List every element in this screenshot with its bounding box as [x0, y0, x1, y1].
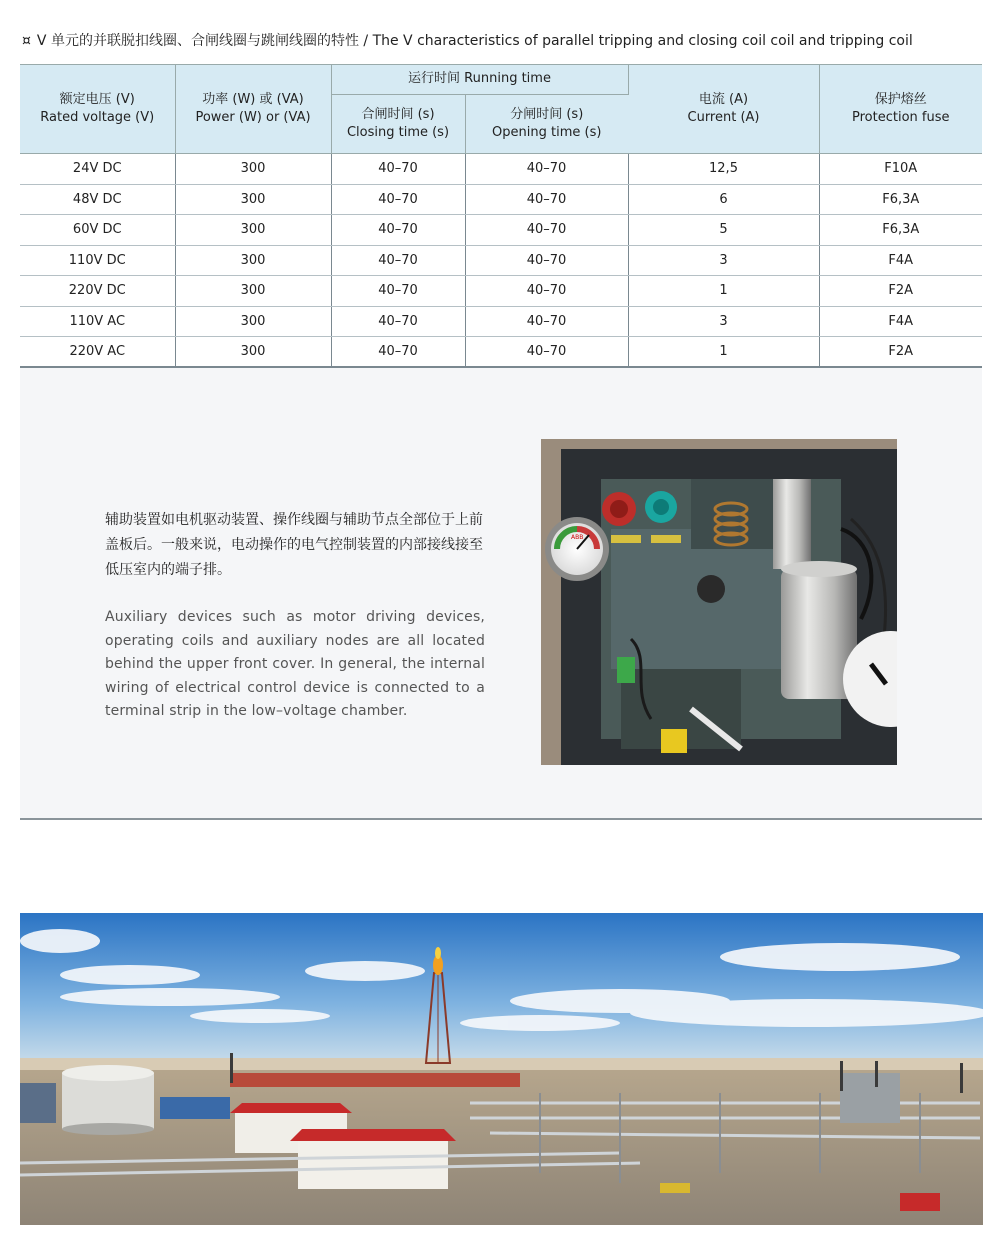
circuit-breaker-mechanism-photo	[541, 439, 897, 765]
fuse-cell: F4A	[819, 306, 982, 337]
power-cell: 300	[175, 337, 331, 368]
opening-time-cell: 40–70	[465, 245, 628, 276]
closing-time-cell: 40–70	[331, 184, 465, 215]
table-header-row	[20, 65, 982, 95]
table-row	[20, 184, 982, 215]
closing-time-cell: 40–70	[331, 154, 465, 185]
current-cell: 3	[628, 306, 819, 337]
description-chinese: 辅助装置如电机驱动装置、操作线圈与辅助节点全部位于上前盖板后。一般来说，电动操作的电气控制装置的内部接线接至低压室内的端子排。	[105, 512, 483, 578]
current-cell: 1	[628, 276, 819, 307]
opening-time-cell: 40–70	[465, 215, 628, 246]
power-cell: 300	[175, 306, 331, 337]
description-english: Auxiliary devices such as motor driving devices, operating coils and auxiliary nodes are all located behind the upper front cover. In general, the internal wiring of electrical control device is connected to a terminal strip in the low–voltage chamber.	[105, 609, 485, 719]
table-row	[20, 276, 982, 307]
opening-time-cell: 40–70	[465, 154, 628, 185]
rated-voltage-cell: 48V DC	[20, 184, 175, 215]
header-power: 功率 (W) 或 (VA) Power (W) or (VA)	[175, 65, 331, 154]
oil-field-facility-photo	[20, 913, 983, 1225]
fuse-cell: F6,3A	[819, 215, 982, 246]
opening-time-cell: 40–70	[465, 306, 628, 337]
closing-time-cell: 40–70	[331, 215, 465, 246]
rated-voltage-cell: 220V DC	[20, 276, 175, 307]
closing-time-cell: 40–70	[331, 306, 465, 337]
power-cell: 300	[175, 184, 331, 215]
table-row	[20, 154, 982, 185]
page-title	[22, 30, 913, 50]
header-closing-time: 合闸时间 (s) Closing time (s)	[331, 95, 465, 154]
rated-voltage-cell: 60V DC	[20, 215, 175, 246]
fuse-cell: F6,3A	[819, 184, 982, 215]
rated-voltage-cell: 110V AC	[20, 306, 175, 337]
table-row	[20, 306, 982, 337]
opening-time-cell: 40–70	[465, 184, 628, 215]
fuse-cell: F10A	[819, 154, 982, 185]
current-cell: 5	[628, 215, 819, 246]
power-cell: 300	[175, 215, 331, 246]
fuse-cell: F2A	[819, 276, 982, 307]
auxiliary-devices-section	[20, 368, 982, 820]
title-text: V 单元的并联脱扣线圈、合闸线圈与跳闸线圈的特性 / The V characteristics of parallel tripping and closing coil coil and tripping coil	[36, 33, 913, 49]
rated-voltage-cell: 110V DC	[20, 245, 175, 276]
opening-time-cell: 40–70	[465, 276, 628, 307]
current-cell: 3	[628, 245, 819, 276]
opening-time-cell: 40–70	[465, 337, 628, 368]
fuse-cell: F2A	[819, 337, 982, 368]
table-row	[20, 337, 982, 368]
bullet-icon: ¤	[22, 33, 31, 49]
power-cell: 300	[175, 276, 331, 307]
rated-voltage-cell: 24V DC	[20, 154, 175, 185]
table-row	[20, 215, 982, 246]
power-cell: 300	[175, 245, 331, 276]
header-current: 电流 (A) Current (A)	[628, 65, 819, 154]
header-running-time: 运行时间 Running time	[331, 65, 628, 95]
rated-voltage-cell: 220V AC	[20, 337, 175, 368]
header-protection-fuse: 保护熔丝 Protection fuse	[819, 65, 982, 154]
current-cell: 1	[628, 337, 819, 368]
coil-characteristics-table	[20, 64, 982, 368]
closing-time-cell: 40–70	[331, 337, 465, 368]
table-body	[20, 154, 982, 368]
header-rated-voltage: 额定电压 (V) Rated voltage (V)	[20, 65, 175, 154]
current-cell: 6	[628, 184, 819, 215]
header-opening-time: 分闸时间 (s) Opening time (s)	[465, 95, 628, 154]
power-cell: 300	[175, 154, 331, 185]
fuse-cell: F4A	[819, 245, 982, 276]
closing-time-cell: 40–70	[331, 245, 465, 276]
gauge-brand-label: ABB	[571, 534, 584, 541]
table-row	[20, 245, 982, 276]
closing-time-cell: 40–70	[331, 276, 465, 307]
current-cell: 12,5	[628, 154, 819, 185]
